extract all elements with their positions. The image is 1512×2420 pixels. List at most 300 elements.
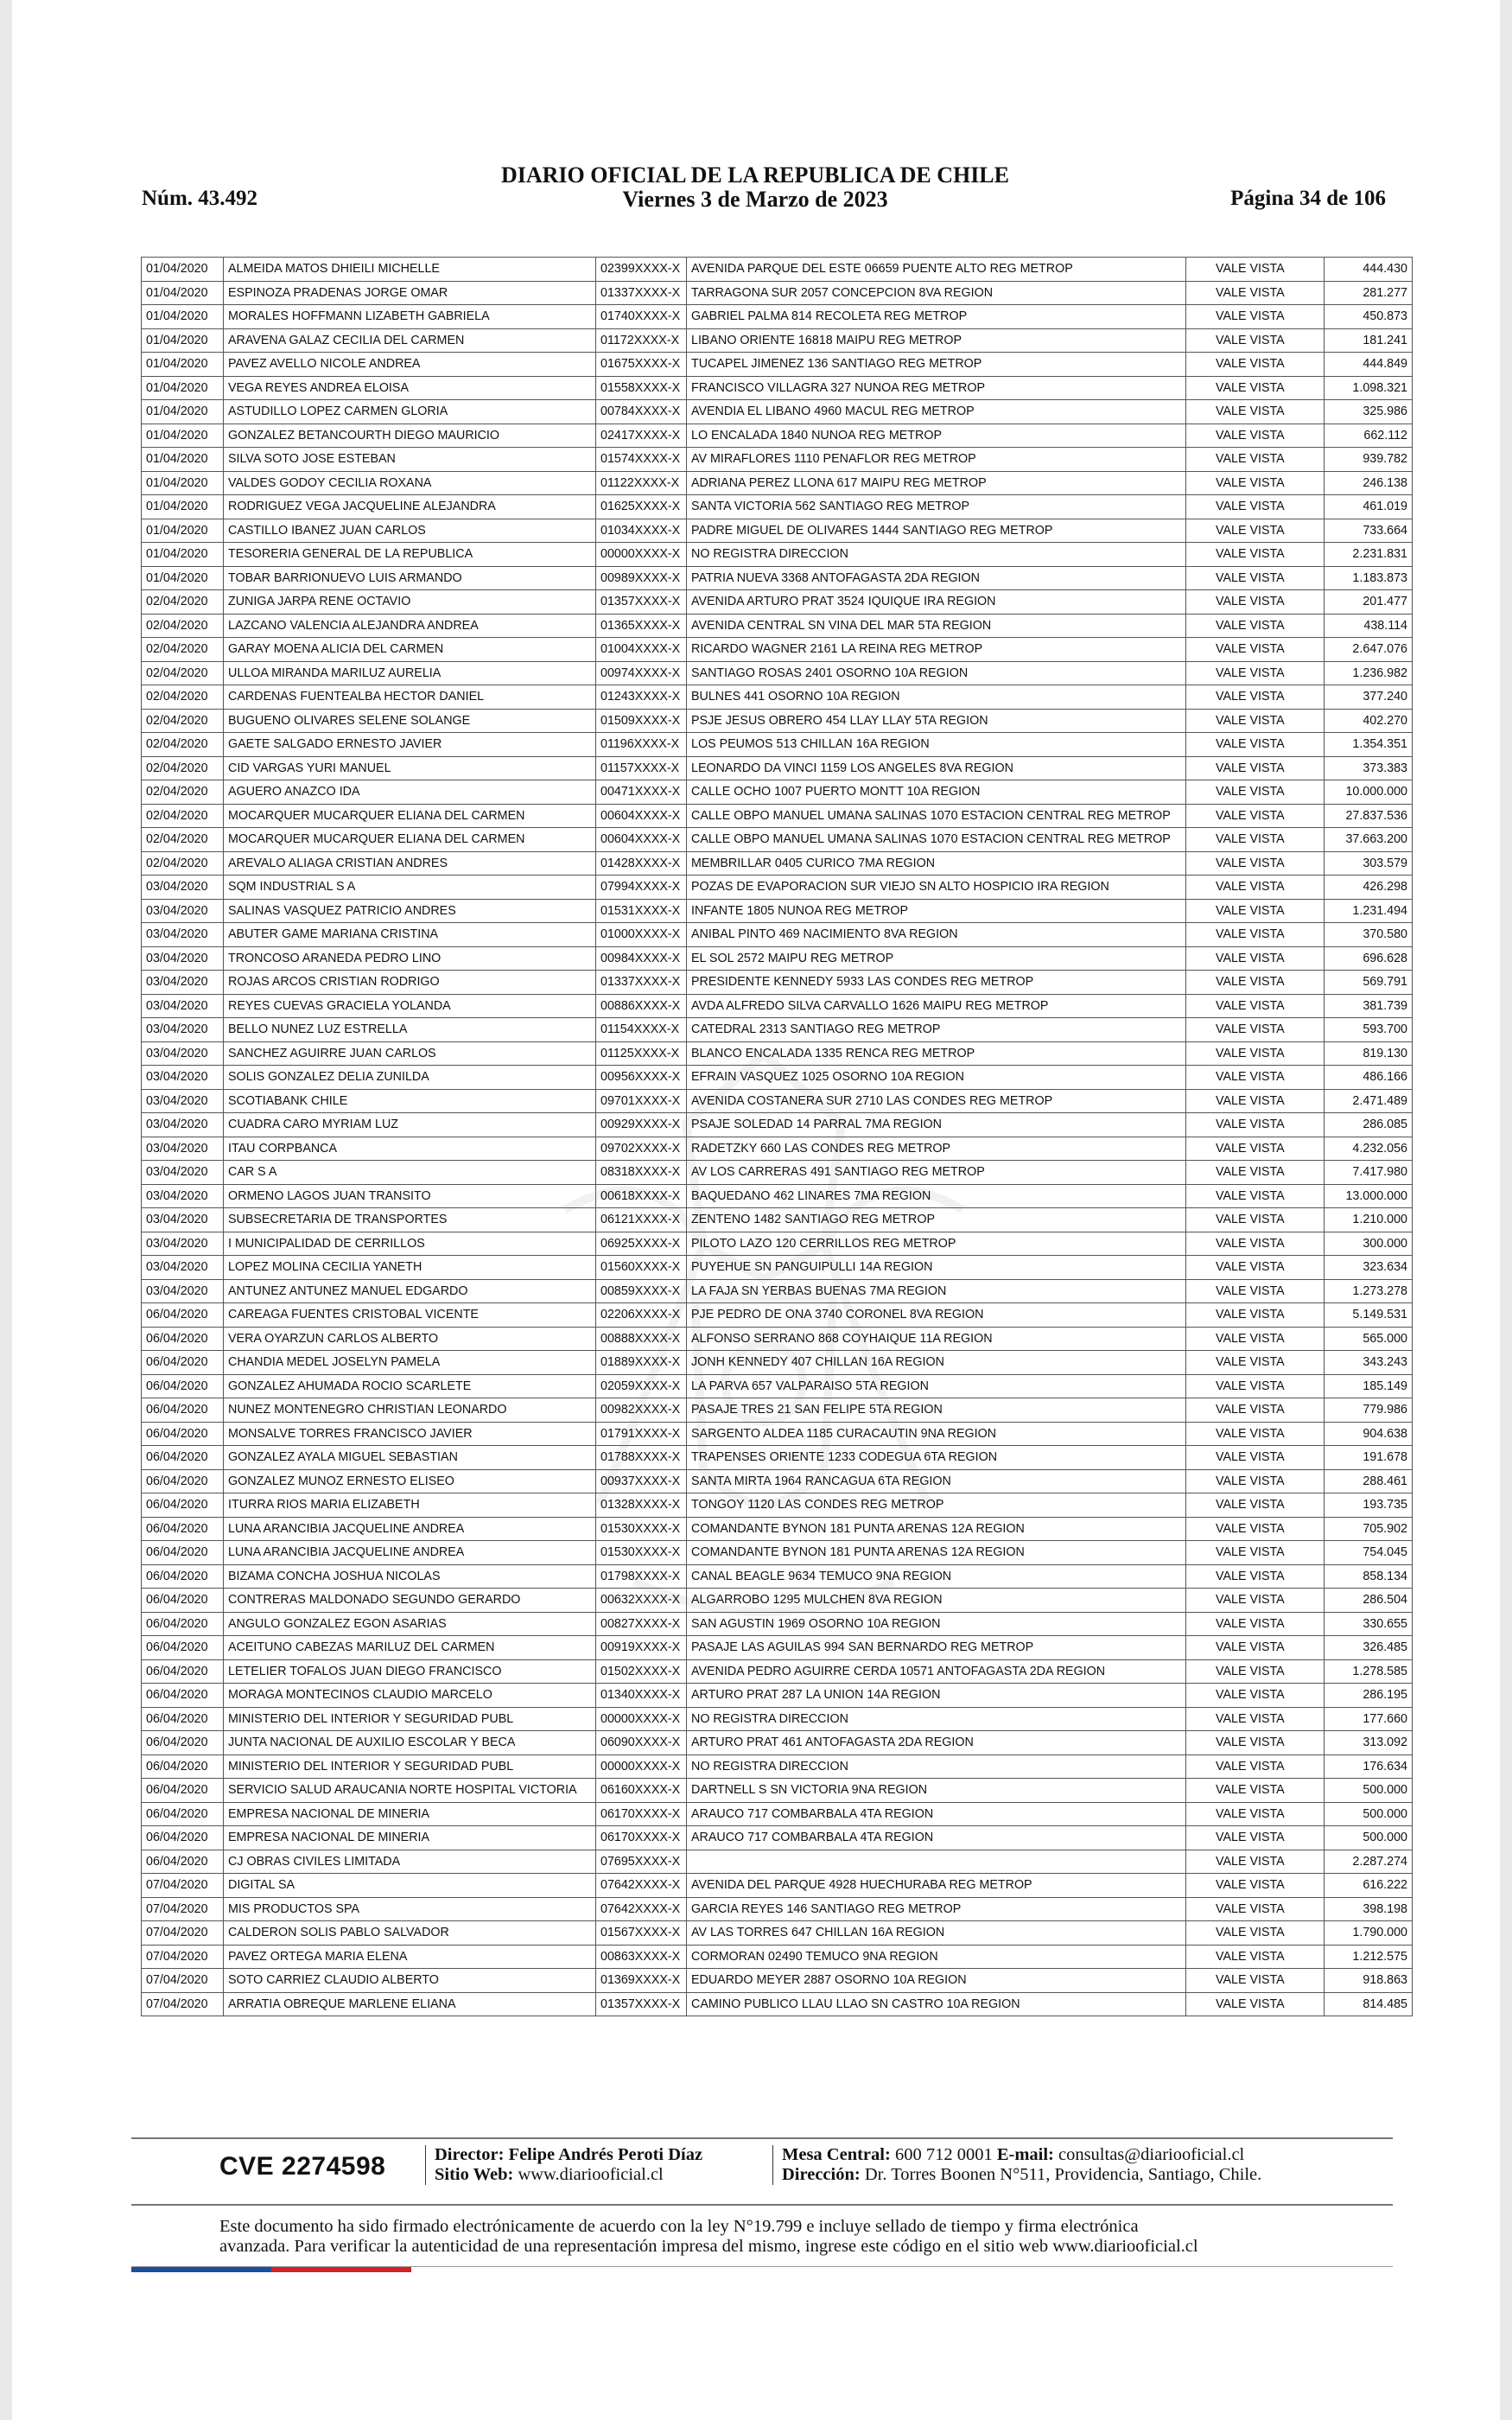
payment-type-cell: VALE VISTA — [1186, 851, 1325, 876]
name-cell: CJ OBRAS CIVILES LIMITADA — [224, 1850, 596, 1874]
payment-type-cell: VALE VISTA — [1186, 876, 1325, 900]
date-cell: 01/04/2020 — [142, 424, 224, 448]
rut-cell: 01574XXXX-X — [596, 448, 687, 472]
payment-type-cell: VALE VISTA — [1186, 709, 1325, 733]
payments-table — [141, 257, 1413, 2016]
amount-cell: 381.739 — [1325, 994, 1413, 1018]
payment-type-cell: VALE VISTA — [1186, 281, 1325, 305]
address-cell: CORMORAN 02490 TEMUCO 9NA REGION — [687, 1945, 1186, 1969]
rut-cell: 00929XXXX-X — [596, 1113, 687, 1137]
date-cell: 03/04/2020 — [142, 1066, 224, 1090]
footer-middle-rule — [131, 2204, 1393, 2206]
amount-cell: 450.873 — [1325, 305, 1413, 329]
amount-cell: 330.655 — [1325, 1612, 1413, 1636]
payment-type-cell: VALE VISTA — [1186, 1517, 1325, 1541]
table-row — [142, 1018, 1413, 1042]
amount-cell: 313.092 — [1325, 1731, 1413, 1755]
payment-type-cell: VALE VISTA — [1186, 376, 1325, 400]
payment-type-cell: VALE VISTA — [1186, 1137, 1325, 1161]
payment-type-cell: VALE VISTA — [1186, 1041, 1325, 1066]
table-row — [142, 1707, 1413, 1731]
date-cell: 06/04/2020 — [142, 1398, 224, 1423]
address-cell: AVENDIA EL LIBANO 4960 MACUL REG METROP — [687, 400, 1186, 424]
payment-type-cell: VALE VISTA — [1186, 1374, 1325, 1398]
rut-cell: 06160XXXX-X — [596, 1779, 687, 1803]
amount-cell: 500.000 — [1325, 1802, 1413, 1826]
address-cell: FRANCISCO VILLAGRA 327 NUNOA REG METROP — [687, 376, 1186, 400]
rut-cell: 01340XXXX-X — [596, 1684, 687, 1708]
amount-cell: 176.634 — [1325, 1754, 1413, 1779]
amount-cell: 286.085 — [1325, 1113, 1413, 1137]
payment-type-cell: VALE VISTA — [1186, 328, 1325, 353]
date-cell: 06/04/2020 — [142, 1731, 224, 1755]
amount-cell: 616.222 — [1325, 1874, 1413, 1898]
table-row — [142, 1636, 1413, 1660]
table-row — [142, 1161, 1413, 1185]
table-row — [142, 1113, 1413, 1137]
name-cell: SALINAS VASQUEZ PATRICIO ANDRES — [224, 899, 596, 923]
name-cell: BIZAMA CONCHA JOSHUA NICOLAS — [224, 1564, 596, 1589]
name-cell: ACEITUNO CABEZAS MARILUZ DEL CARMEN — [224, 1636, 596, 1660]
date-cell: 06/04/2020 — [142, 1351, 224, 1375]
address-cell: JONH KENNEDY 407 CHILLAN 16A REGION — [687, 1351, 1186, 1375]
payment-type-cell: VALE VISTA — [1186, 946, 1325, 971]
date-cell: 06/04/2020 — [142, 1802, 224, 1826]
payment-type-cell: VALE VISTA — [1186, 923, 1325, 947]
table-row — [142, 638, 1413, 662]
payment-type-cell: VALE VISTA — [1186, 1636, 1325, 1660]
amount-cell: 286.195 — [1325, 1684, 1413, 1708]
payment-type-cell: VALE VISTA — [1186, 1707, 1325, 1731]
rut-cell: 01530XXXX-X — [596, 1541, 687, 1565]
name-cell: EMPRESA NACIONAL DE MINERIA — [224, 1802, 596, 1826]
amount-cell: 814.485 — [1325, 1992, 1413, 2016]
address-cell: SARGENTO ALDEA 1185 CURACAUTIN 9NA REGION — [687, 1422, 1186, 1446]
amount-cell: 1.231.494 — [1325, 899, 1413, 923]
rut-cell: 01337XXXX-X — [596, 971, 687, 995]
address-cell — [687, 1850, 1186, 1874]
issue-number: Núm. 43.492 — [142, 187, 258, 210]
date-cell: 06/04/2020 — [142, 1779, 224, 1803]
amount-cell: 1.210.000 — [1325, 1208, 1413, 1232]
amount-cell: 281.277 — [1325, 281, 1413, 305]
name-cell: ARAVENA GALAZ CECILIA DEL CARMEN — [224, 328, 596, 353]
amount-cell: 4.232.056 — [1325, 1137, 1413, 1161]
date-cell: 02/04/2020 — [142, 828, 224, 852]
name-cell: GONZALEZ MUNOZ ERNESTO ELISEO — [224, 1469, 596, 1493]
amount-cell: 565.000 — [1325, 1327, 1413, 1351]
table-row — [142, 780, 1413, 805]
email-label: E-mail: — [996, 2145, 1054, 2164]
amount-cell: 303.579 — [1325, 851, 1413, 876]
date-cell: 06/04/2020 — [142, 1684, 224, 1708]
amount-cell: 1.278.585 — [1325, 1659, 1413, 1684]
amount-cell: 1.790.000 — [1325, 1921, 1413, 1946]
address-cell: INFANTE 1805 NUNOA REG METROP — [687, 899, 1186, 923]
amount-cell: 662.112 — [1325, 424, 1413, 448]
flag-stripe — [131, 2267, 411, 2272]
amount-cell: 370.580 — [1325, 923, 1413, 947]
payment-type-cell: VALE VISTA — [1186, 566, 1325, 590]
address-cell: NO REGISTRA DIRECCION — [687, 1754, 1186, 1779]
address-cell: BLANCO ENCALADA 1335 RENCA REG METROP — [687, 1041, 1186, 1066]
table-row — [142, 519, 1413, 543]
date-cell: 07/04/2020 — [142, 1945, 224, 1969]
payment-type-cell: VALE VISTA — [1186, 1897, 1325, 1921]
date-cell: 01/04/2020 — [142, 281, 224, 305]
date-cell: 06/04/2020 — [142, 1469, 224, 1493]
payment-type-cell: VALE VISTA — [1186, 899, 1325, 923]
table-row — [142, 1897, 1413, 1921]
date-cell: 02/04/2020 — [142, 614, 224, 638]
payment-type-cell: VALE VISTA — [1186, 1232, 1325, 1256]
date-cell: 01/04/2020 — [142, 519, 224, 543]
date-cell: 06/04/2020 — [142, 1589, 224, 1613]
name-cell: I MUNICIPALIDAD DE CERRILLOS — [224, 1232, 596, 1256]
address-cell: LEONARDO DA VINCI 1159 LOS ANGELES 8VA REGION — [687, 756, 1186, 780]
payment-type-cell: VALE VISTA — [1186, 1659, 1325, 1684]
table-row — [142, 1351, 1413, 1375]
table-row — [142, 495, 1413, 519]
amount-cell: 819.130 — [1325, 1041, 1413, 1066]
date-cell: 01/04/2020 — [142, 495, 224, 519]
date-cell: 03/04/2020 — [142, 1161, 224, 1185]
table-row — [142, 994, 1413, 1018]
rut-cell: 01502XXXX-X — [596, 1659, 687, 1684]
name-cell: ZUNIGA JARPA RENE OCTAVIO — [224, 590, 596, 615]
amount-cell: 1.354.351 — [1325, 733, 1413, 757]
rut-cell: 06090XXXX-X — [596, 1731, 687, 1755]
rut-cell: 00974XXXX-X — [596, 661, 687, 685]
table-row — [142, 1826, 1413, 1850]
amount-cell: 177.660 — [1325, 1707, 1413, 1731]
rut-cell: 00984XXXX-X — [596, 946, 687, 971]
name-cell: GONZALEZ AHUMADA ROCIO SCARLETE — [224, 1374, 596, 1398]
date-cell: 02/04/2020 — [142, 851, 224, 876]
amount-cell: 461.019 — [1325, 495, 1413, 519]
date-cell: 03/04/2020 — [142, 1089, 224, 1113]
amount-cell: 1.212.575 — [1325, 1945, 1413, 1969]
name-cell: SILVA SOTO JOSE ESTEBAN — [224, 448, 596, 472]
amount-cell: 325.986 — [1325, 400, 1413, 424]
name-cell: SUBSECRETARIA DE TRANSPORTES — [224, 1208, 596, 1232]
table-row — [142, 1945, 1413, 1969]
rut-cell: 00000XXXX-X — [596, 1754, 687, 1779]
table-row — [142, 424, 1413, 448]
rut-cell: 00618XXXX-X — [596, 1184, 687, 1208]
name-cell: MOCARQUER MUCARQUER ELIANA DEL CARMEN — [224, 828, 596, 852]
address-cell: AVENIDA COSTANERA SUR 2710 LAS CONDES REG METROP — [687, 1089, 1186, 1113]
rut-cell: 07695XXXX-X — [596, 1850, 687, 1874]
rut-cell: 02399XXXX-X — [596, 258, 687, 282]
address-cell: PILOTO LAZO 120 CERRILLOS REG METROP — [687, 1232, 1186, 1256]
date-cell: 06/04/2020 — [142, 1446, 224, 1470]
table-row — [142, 851, 1413, 876]
amount-cell: 486.166 — [1325, 1066, 1413, 1090]
amount-cell: 343.243 — [1325, 1351, 1413, 1375]
payment-type-cell: VALE VISTA — [1186, 1018, 1325, 1042]
address-cell: POZAS DE EVAPORACION SUR VIEJO SN ALTO HOSPICIO IRA REGION — [687, 876, 1186, 900]
table-row — [142, 1731, 1413, 1755]
payment-type-cell: VALE VISTA — [1186, 1066, 1325, 1090]
date-cell: 03/04/2020 — [142, 1279, 224, 1303]
address-cell: AVENIDA PEDRO AGUIRRE CERDA 10571 ANTOFAGASTA 2DA REGION — [687, 1659, 1186, 1684]
publication-title: DIARIO OFICIAL DE LA REPUBLICA DE CHILE — [500, 162, 1009, 188]
rut-cell: 01798XXXX-X — [596, 1564, 687, 1589]
rut-cell: 00604XXXX-X — [596, 804, 687, 828]
legal-notice — [219, 2217, 1308, 2257]
date-cell: 03/04/2020 — [142, 1208, 224, 1232]
payment-type-cell: VALE VISTA — [1186, 1969, 1325, 1993]
rut-cell: 02417XXXX-X — [596, 424, 687, 448]
name-cell: LUNA ARANCIBIA JACQUELINE ANDREA — [224, 1541, 596, 1565]
rut-cell: 07994XXXX-X — [596, 876, 687, 900]
table-row — [142, 709, 1413, 733]
table-row — [142, 661, 1413, 685]
table-row — [142, 1802, 1413, 1826]
table-row — [142, 1137, 1413, 1161]
amount-cell: 733.664 — [1325, 519, 1413, 543]
rut-cell: 07642XXXX-X — [596, 1897, 687, 1921]
payment-type-cell: VALE VISTA — [1186, 1612, 1325, 1636]
address-cell: AVENIDA CENTRAL SN VINA DEL MAR 5TA REGION — [687, 614, 1186, 638]
amount-cell: 593.700 — [1325, 1018, 1413, 1042]
name-cell: NUNEZ MONTENEGRO CHRISTIAN LEONARDO — [224, 1398, 596, 1423]
name-cell: MINISTERIO DEL INTERIOR Y SEGURIDAD PUBL — [224, 1707, 596, 1731]
table-row — [142, 1612, 1413, 1636]
name-cell: LUNA ARANCIBIA JACQUELINE ANDREA — [224, 1517, 596, 1541]
date-cell: 01/04/2020 — [142, 328, 224, 353]
table-row — [142, 1327, 1413, 1351]
name-cell: VERA OYARZUN CARLOS ALBERTO — [224, 1327, 596, 1351]
rut-cell: 01567XXXX-X — [596, 1921, 687, 1946]
address-cell: ARTURO PRAT 287 LA UNION 14A REGION — [687, 1684, 1186, 1708]
amount-cell: 754.045 — [1325, 1541, 1413, 1565]
payment-type-cell: VALE VISTA — [1186, 1779, 1325, 1803]
rut-cell: 01788XXXX-X — [596, 1446, 687, 1470]
date-cell: 06/04/2020 — [142, 1826, 224, 1850]
address-cell: CALLE OCHO 1007 PUERTO MONTT 10A REGION — [687, 780, 1186, 805]
table-row — [142, 614, 1413, 638]
name-cell: ANGULO GONZALEZ EGON ASARIAS — [224, 1612, 596, 1636]
rut-cell: 01530XXXX-X — [596, 1517, 687, 1541]
table-row — [142, 1469, 1413, 1493]
address-cell: TUCAPEL JIMENEZ 136 SANTIAGO REG METROP — [687, 353, 1186, 377]
amount-cell: 7.417.980 — [1325, 1161, 1413, 1185]
name-cell: BELLO NUNEZ LUZ ESTRELLA — [224, 1018, 596, 1042]
rut-cell: 08318XXXX-X — [596, 1161, 687, 1185]
name-cell: GARAY MOENA ALICIA DEL CARMEN — [224, 638, 596, 662]
name-cell: CAR S A — [224, 1161, 596, 1185]
amount-cell: 13.000.000 — [1325, 1184, 1413, 1208]
address-cell: AVENIDA DEL PARQUE 4928 HUECHURABA REG METROP — [687, 1874, 1186, 1898]
name-cell: CALDERON SOLIS PABLO SALVADOR — [224, 1921, 596, 1946]
payment-type-cell: VALE VISTA — [1186, 1754, 1325, 1779]
table-row — [142, 1493, 1413, 1518]
amount-cell: 300.000 — [1325, 1232, 1413, 1256]
amount-cell: 246.138 — [1325, 471, 1413, 495]
table-row — [142, 1446, 1413, 1470]
payment-type-cell: VALE VISTA — [1186, 614, 1325, 638]
table-row — [142, 543, 1413, 567]
payment-type-cell: VALE VISTA — [1186, 971, 1325, 995]
rut-cell: 06170XXXX-X — [596, 1826, 687, 1850]
amount-cell: 705.902 — [1325, 1517, 1413, 1541]
name-cell: CHANDIA MEDEL JOSELYN PAMELA — [224, 1351, 596, 1375]
address-cell: PSJE JESUS OBRERO 454 LLAY LLAY 5TA REGION — [687, 709, 1186, 733]
email-link[interactable]: consultas@diariooficial.cl — [1058, 2145, 1245, 2164]
date-cell: 07/04/2020 — [142, 1921, 224, 1946]
website-link[interactable]: www.diariooficial.cl — [518, 2165, 664, 2184]
address-cell: CAMINO PUBLICO LLAU LLAO SN CASTRO 10A REGION — [687, 1992, 1186, 2016]
address-cell: ALGARROBO 1295 MULCHEN 8VA REGION — [687, 1589, 1186, 1613]
address-cell: SAN AGUSTIN 1969 OSORNO 10A REGION — [687, 1612, 1186, 1636]
payment-type-cell: VALE VISTA — [1186, 1684, 1325, 1708]
date-cell: 02/04/2020 — [142, 756, 224, 780]
table-row — [142, 1184, 1413, 1208]
rut-cell: 01365XXXX-X — [596, 614, 687, 638]
name-cell: SCOTIABANK CHILE — [224, 1089, 596, 1113]
rut-cell: 01196XXXX-X — [596, 733, 687, 757]
address-cell: ADRIANA PEREZ LLONA 617 MAIPU REG METROP — [687, 471, 1186, 495]
amount-cell: 286.504 — [1325, 1589, 1413, 1613]
payments-table-body — [142, 258, 1413, 2016]
table-row — [142, 685, 1413, 710]
amount-cell: 500.000 — [1325, 1826, 1413, 1850]
rut-cell: 01625XXXX-X — [596, 495, 687, 519]
rut-cell: 00000XXXX-X — [596, 1707, 687, 1731]
date-cell: 07/04/2020 — [142, 1992, 224, 2016]
payment-type-cell: VALE VISTA — [1186, 353, 1325, 377]
rut-cell: 01558XXXX-X — [596, 376, 687, 400]
table-row — [142, 590, 1413, 615]
rut-cell: 00784XXXX-X — [596, 400, 687, 424]
payment-type-cell: VALE VISTA — [1186, 1161, 1325, 1185]
amount-cell: 858.134 — [1325, 1564, 1413, 1589]
date-cell: 03/04/2020 — [142, 946, 224, 971]
rut-cell: 01889XXXX-X — [596, 1351, 687, 1375]
table-row — [142, 1279, 1413, 1303]
rut-cell: 01791XXXX-X — [596, 1422, 687, 1446]
table-row — [142, 1684, 1413, 1708]
date-cell: 02/04/2020 — [142, 709, 224, 733]
table-row — [142, 876, 1413, 900]
name-cell: ITURRA RIOS MARIA ELIZABETH — [224, 1493, 596, 1518]
rut-cell: 07642XXXX-X — [596, 1874, 687, 1898]
name-cell: PAVEZ ORTEGA MARIA ELENA — [224, 1945, 596, 1969]
name-cell: LOPEZ MOLINA CECILIA YANETH — [224, 1256, 596, 1280]
name-cell: SQM INDUSTRIAL S A — [224, 876, 596, 900]
table-row — [142, 1374, 1413, 1398]
date-cell: 03/04/2020 — [142, 1018, 224, 1042]
date-cell: 02/04/2020 — [142, 733, 224, 757]
payment-type-cell: VALE VISTA — [1186, 1327, 1325, 1351]
table-row — [142, 1232, 1413, 1256]
table-row — [142, 566, 1413, 590]
table-row — [142, 899, 1413, 923]
date-cell: 03/04/2020 — [142, 1113, 224, 1137]
date-cell: 06/04/2020 — [142, 1493, 224, 1518]
payment-type-cell: VALE VISTA — [1186, 638, 1325, 662]
amount-cell: 696.628 — [1325, 946, 1413, 971]
address-cell: EDUARDO MEYER 2887 OSORNO 10A REGION — [687, 1969, 1186, 1993]
payment-type-cell: VALE VISTA — [1186, 1279, 1325, 1303]
date-cell: 07/04/2020 — [142, 1897, 224, 1921]
rut-cell: 01243XXXX-X — [596, 685, 687, 710]
name-cell: ITAU CORPBANCA — [224, 1137, 596, 1161]
address-label: Dirección: — [782, 2165, 861, 2184]
table-row — [142, 828, 1413, 852]
payment-type-cell: VALE VISTA — [1186, 1493, 1325, 1518]
address-cell: AV MIRAFLORES 1110 PENAFLOR REG METROP — [687, 448, 1186, 472]
payment-type-cell: VALE VISTA — [1186, 1446, 1325, 1470]
name-cell: GONZALEZ BETANCOURTH DIEGO MAURICIO — [224, 424, 596, 448]
table-row — [142, 1089, 1413, 1113]
address-cell: CATEDRAL 2313 SANTIAGO REG METROP — [687, 1018, 1186, 1042]
name-cell: MINISTERIO DEL INTERIOR Y SEGURIDAD PUBL — [224, 1754, 596, 1779]
date-cell: 01/04/2020 — [142, 400, 224, 424]
name-cell: RODRIGUEZ VEGA JACQUELINE ALEJANDRA — [224, 495, 596, 519]
payment-type-cell: VALE VISTA — [1186, 1541, 1325, 1565]
table-row — [142, 1921, 1413, 1946]
mesa-phone: 600 712 0001 — [894, 2145, 993, 2164]
name-cell: ALMEIDA MATOS DHIEILI MICHELLE — [224, 258, 596, 282]
date-cell: 06/04/2020 — [142, 1564, 224, 1589]
table-row — [142, 1066, 1413, 1090]
date-cell: 06/04/2020 — [142, 1422, 224, 1446]
payment-type-cell: VALE VISTA — [1186, 685, 1325, 710]
address-cell: EL SOL 2572 MAIPU REG METROP — [687, 946, 1186, 971]
website-line — [435, 2165, 702, 2185]
rut-cell: 01034XXXX-X — [596, 519, 687, 543]
address-cell: CALLE OBPO MANUEL UMANA SALINAS 1070 ESTACION CENTRAL REG METROP — [687, 828, 1186, 852]
name-cell: ORMENO LAGOS JUAN TRANSITO — [224, 1184, 596, 1208]
rut-cell: 09701XXXX-X — [596, 1089, 687, 1113]
date-cell: 02/04/2020 — [142, 661, 224, 685]
name-cell: LETELIER TOFALOS JUAN DIEGO FRANCISCO — [224, 1659, 596, 1684]
name-cell: ULLOA MIRANDA MARILUZ AURELIA — [224, 661, 596, 685]
table-row — [142, 1754, 1413, 1779]
amount-cell: 27.837.536 — [1325, 804, 1413, 828]
name-cell: MONSALVE TORRES FRANCISCO JAVIER — [224, 1422, 596, 1446]
address-cell: ARTURO PRAT 461 ANTOFAGASTA 2DA REGION — [687, 1731, 1186, 1755]
table-row — [142, 971, 1413, 995]
table-row — [142, 1422, 1413, 1446]
name-cell: CUADRA CARO MYRIAM LUZ — [224, 1113, 596, 1137]
address-cell: COMANDANTE BYNON 181 PUNTA ARENAS 12A REGION — [687, 1517, 1186, 1541]
table-row — [142, 305, 1413, 329]
address-cell: ANIBAL PINTO 469 NACIMIENTO 8VA REGION — [687, 923, 1186, 947]
rut-cell: 06121XXXX-X — [596, 1208, 687, 1232]
director-label: Director: — [435, 2145, 505, 2164]
amount-cell: 191.678 — [1325, 1446, 1413, 1470]
table-row — [142, 353, 1413, 377]
rut-cell: 00863XXXX-X — [596, 1945, 687, 1969]
date-cell: 03/04/2020 — [142, 1041, 224, 1066]
amount-cell: 1.273.278 — [1325, 1279, 1413, 1303]
table-row — [142, 1992, 1413, 2016]
rut-cell: 00827XXXX-X — [596, 1612, 687, 1636]
address-cell: AVENIDA ARTURO PRAT 3524 IQUIQUE IRA REGION — [687, 590, 1186, 615]
date-cell: 01/04/2020 — [142, 566, 224, 590]
rut-cell: 00937XXXX-X — [596, 1469, 687, 1493]
table-row — [142, 1541, 1413, 1565]
rut-cell: 01357XXXX-X — [596, 590, 687, 615]
amount-cell: 918.863 — [1325, 1969, 1413, 1993]
date-cell: 03/04/2020 — [142, 994, 224, 1018]
name-cell: CID VARGAS YURI MANUEL — [224, 756, 596, 780]
rut-cell: 01428XXXX-X — [596, 851, 687, 876]
